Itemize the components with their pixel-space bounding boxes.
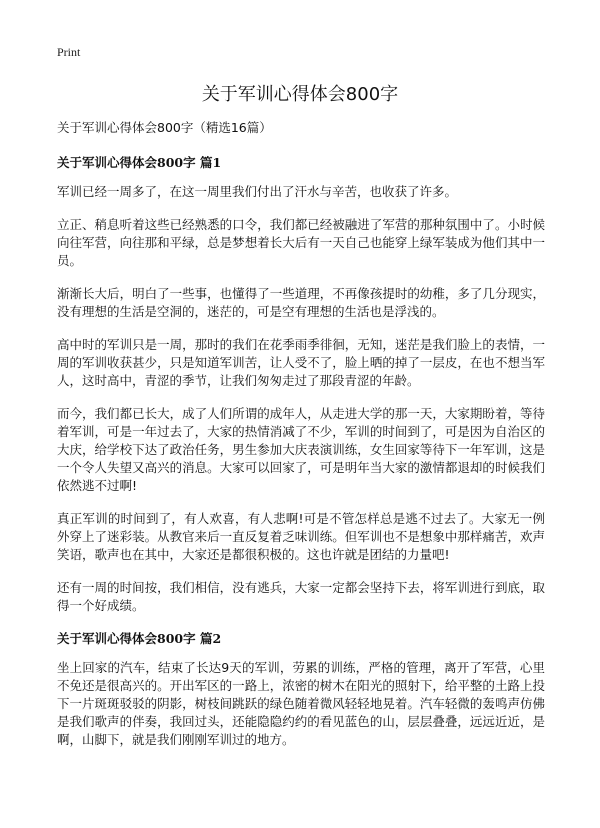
section-1: [57, 154, 545, 615]
section-heading: 关于军训心得体会800字 篇2: [57, 631, 222, 646]
paragraph: 还有一周的时间按，我们相信，没有逃兵，大家一定都会坚持下去，将军训进行到底，取得一个好成绩。: [57, 580, 545, 613]
document-body: [57, 119, 545, 764]
paragraph: 真正军训的时间到了，有人欢喜，有人悲啊!可是不管怎样总是逃不过去了。大家无一例外穿上了迷彩装。从教官来后一直反复着乏味训练。但军训也不是想象中那样痛苦，欢声笑语，歌声也在其中，大家还是都很积极的。这也许就是团结的力量吧!: [57, 511, 545, 562]
paragraph: 军训已经一周多了，在这一周里我们付出了汗水与辛苦，也收获了许多。: [57, 184, 458, 199]
section-2: [57, 630, 545, 749]
print-label: Print: [57, 45, 81, 59]
paragraph: 渐渐长大后，明白了一些事，也懂得了一些道理，不再像孩提时的幼稚，多了几分现实，没有理想的生活是空洞的，迷茫的，可是空有理想的生活也是浮浅的。: [57, 286, 545, 319]
paragraph: 高中时的军训只是一周，那时的我们在花季雨季徘徊，无知，迷茫是我们脸上的表情，一周的军训收获甚少，只是知道军训苦，让人受不了，脸上晒的掉了一层皮，在也不想当军人，这时高中，青涩的季节，让我们匆匆走过了那段青涩的年龄。: [57, 337, 545, 388]
paragraph: 立正、稍息听着这些已经熟悉的口令，我们都已经被融进了军营的那种氛围中了。小时候向往军营，向往那和平绿，总是梦想着长大后有一天自己也能穿上绿军装成为他们其中一员。: [57, 217, 545, 268]
paragraph: 而今，我们都已长大，成了人们所谓的成年人，从走进大学的那一天，大家期盼着，等待着军训，可是一年过去了，大家的热情消减了不少，军训的时间到了，可是因为自治区的大庆，给学校下达了政治任务，男生参加大庆表演训练，女生回家等待下一年军训，这是一个令人失望又高兴的消息。大家可以回家了，可是明年当大家的激情都退却的时候我们依然逃不过啊!: [57, 406, 545, 493]
section-heading: 关于军训心得体会800字 篇1: [57, 155, 222, 170]
document-subtitle: 关于军训心得体会800字（精选16篇）: [57, 120, 272, 135]
paragraph: 坐上回家的汽车，结束了长达9天的军训，劳累的训练，严格的管理，离开了军营，心里不免还是很高兴的。开出军区的一路上，浓密的树木在阳光的照射下，给平整的土路上投下一片斑斑驳驳的阴影，树枝间跳跃的绿色随着微风轻轻地晃着。汽车轻微的轰鸣声仿佛是我们歌声的伴奏，我回过头，还能隐隐约约的看见蓝色的山，层层叠叠，远远近近，是啊，山脚下，就是我们刚刚军训过的地方。: [57, 660, 545, 747]
page-title: 关于军训心得体会800字: [201, 84, 399, 105]
